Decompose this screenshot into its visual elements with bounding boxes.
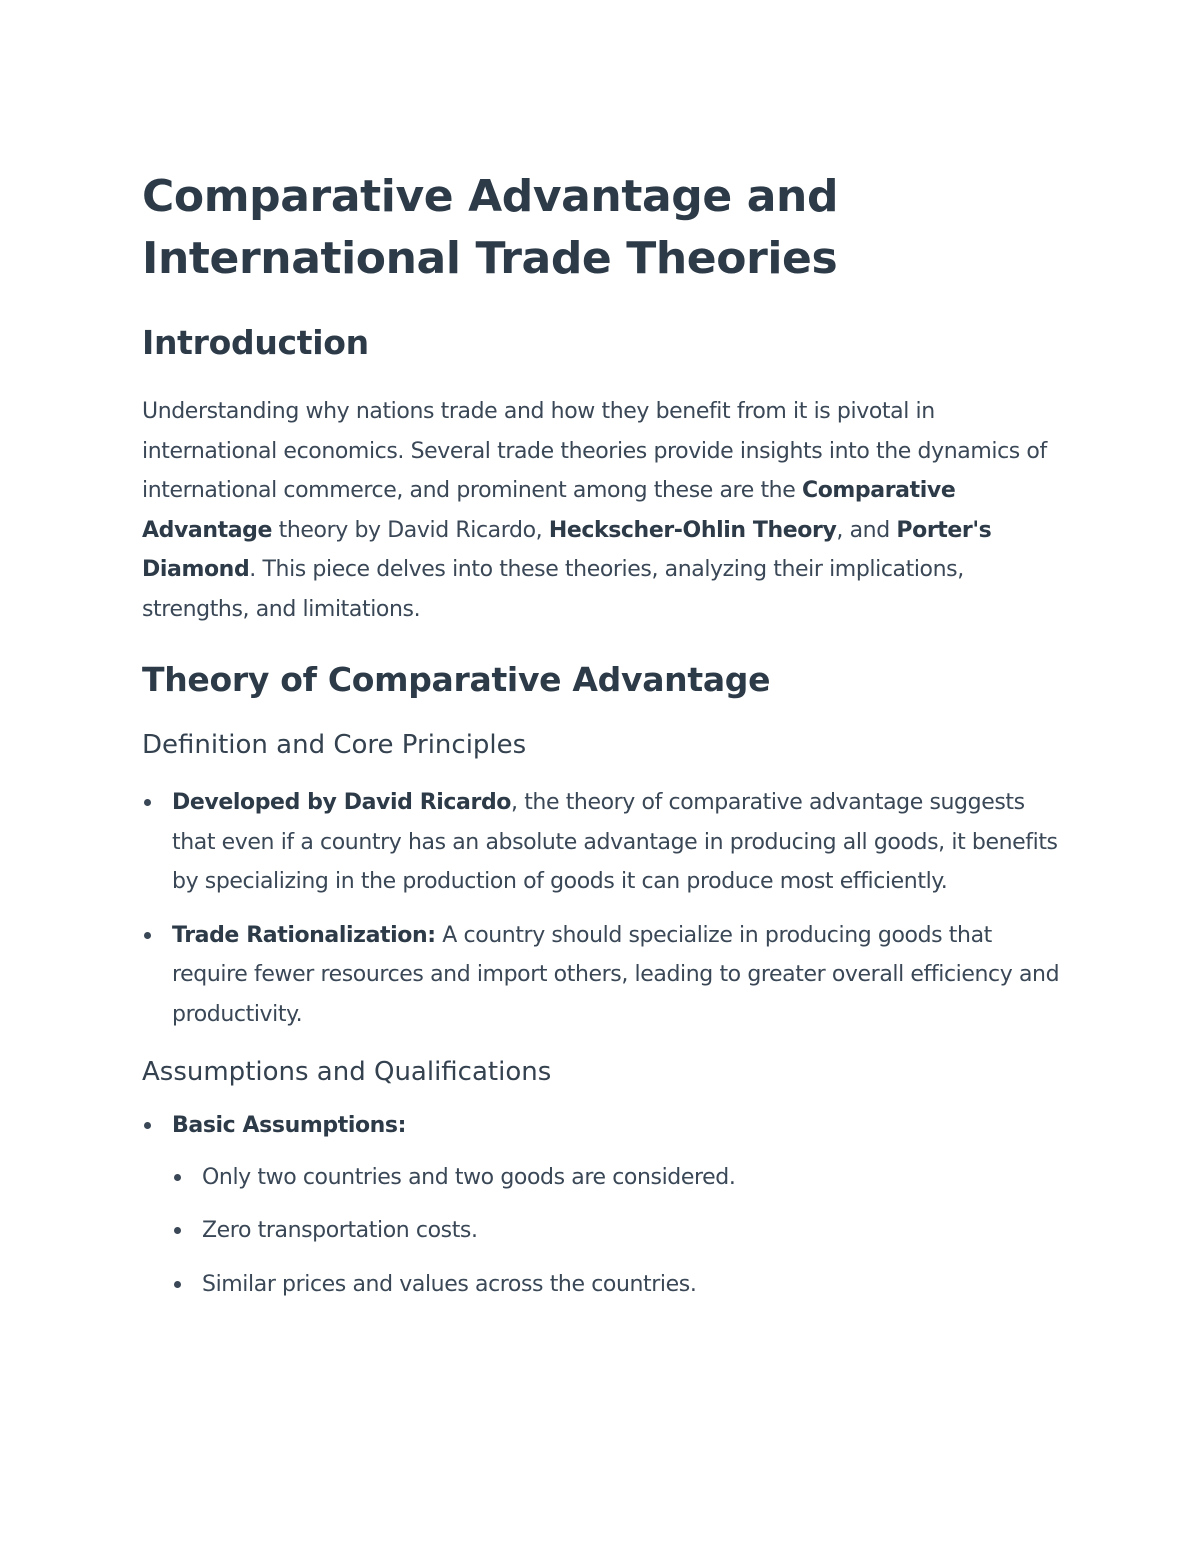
intro-text-1: Understanding why nations trade and how they benefit from it is pivotal in international economics. Several trade theories provide insights into the dynamics of international commerce, and prominent among these are the xyxy=(142,399,1047,503)
sublist-item xyxy=(172,1158,1062,1198)
bullet-icon xyxy=(174,1174,181,1181)
intro-text-4: . This piece delves into these theories, analyzing their implications, strengths, and limitations. xyxy=(142,557,964,622)
document-content xyxy=(142,166,1062,1318)
intro-bold-heckscher-ohlin: Heckscher-Ohlin Theory xyxy=(548,517,837,543)
sublist-item-text: Only two countries and two goods are considered. xyxy=(202,1164,736,1190)
list-item-bold: Developed by David Ricardo xyxy=(172,790,512,815)
list-item-text: , the theory of comparative advantage suggests that even if a country has an absolute advantage in producing all goods, it benefits by specializing in the production of goods it can produce most efficiently. xyxy=(172,790,1058,894)
sublist-item-text: Zero transportation costs. xyxy=(202,1218,478,1243)
bullet-icon xyxy=(144,932,151,939)
list-item-text: A country should specialize in producing goods that require fewer resources and import others, leading to greater overall efficiency and productivity. xyxy=(172,922,1060,1027)
sublist-item-text: Similar prices and values across the countries. xyxy=(202,1271,697,1297)
list-item xyxy=(142,783,1062,902)
list-item xyxy=(142,916,1062,1035)
sublist-item xyxy=(172,1265,1062,1305)
document-title xyxy=(142,166,1062,290)
intro-bold-porters-diamond: Porter's Diamond xyxy=(142,517,992,582)
definition-subheading: Definition and Core Principles xyxy=(142,730,527,760)
assumptions-sublist xyxy=(172,1158,1062,1305)
bullet-icon xyxy=(144,1122,151,1129)
bullet-icon xyxy=(174,1227,181,1234)
bullet-icon xyxy=(174,1281,181,1288)
introduction-heading: Introduction xyxy=(142,323,369,362)
assumptions-list xyxy=(142,1106,1062,1304)
list-item xyxy=(142,1106,1062,1304)
intro-text-2: theory by David Ricardo, xyxy=(272,517,549,543)
introduction-paragraph xyxy=(142,392,1062,629)
sublist-item xyxy=(172,1211,1062,1251)
title-line-2: International Trade Theories xyxy=(142,233,838,284)
theory-heading: Theory of Comparative Advantage xyxy=(142,660,771,699)
bullet-icon xyxy=(144,799,151,806)
title-line-1: Comparative Advantage and xyxy=(142,171,839,222)
intro-text-3: , and xyxy=(836,517,897,543)
assumptions-subheading: Assumptions and Qualifications xyxy=(142,1057,552,1087)
definition-list xyxy=(142,783,1062,1034)
list-item-bold: Basic Assumptions: xyxy=(172,1113,407,1138)
list-item-bold: Trade Rationalization: xyxy=(172,922,436,948)
intro-bold-comparative-advantage: Comparative Advantage xyxy=(142,478,956,543)
